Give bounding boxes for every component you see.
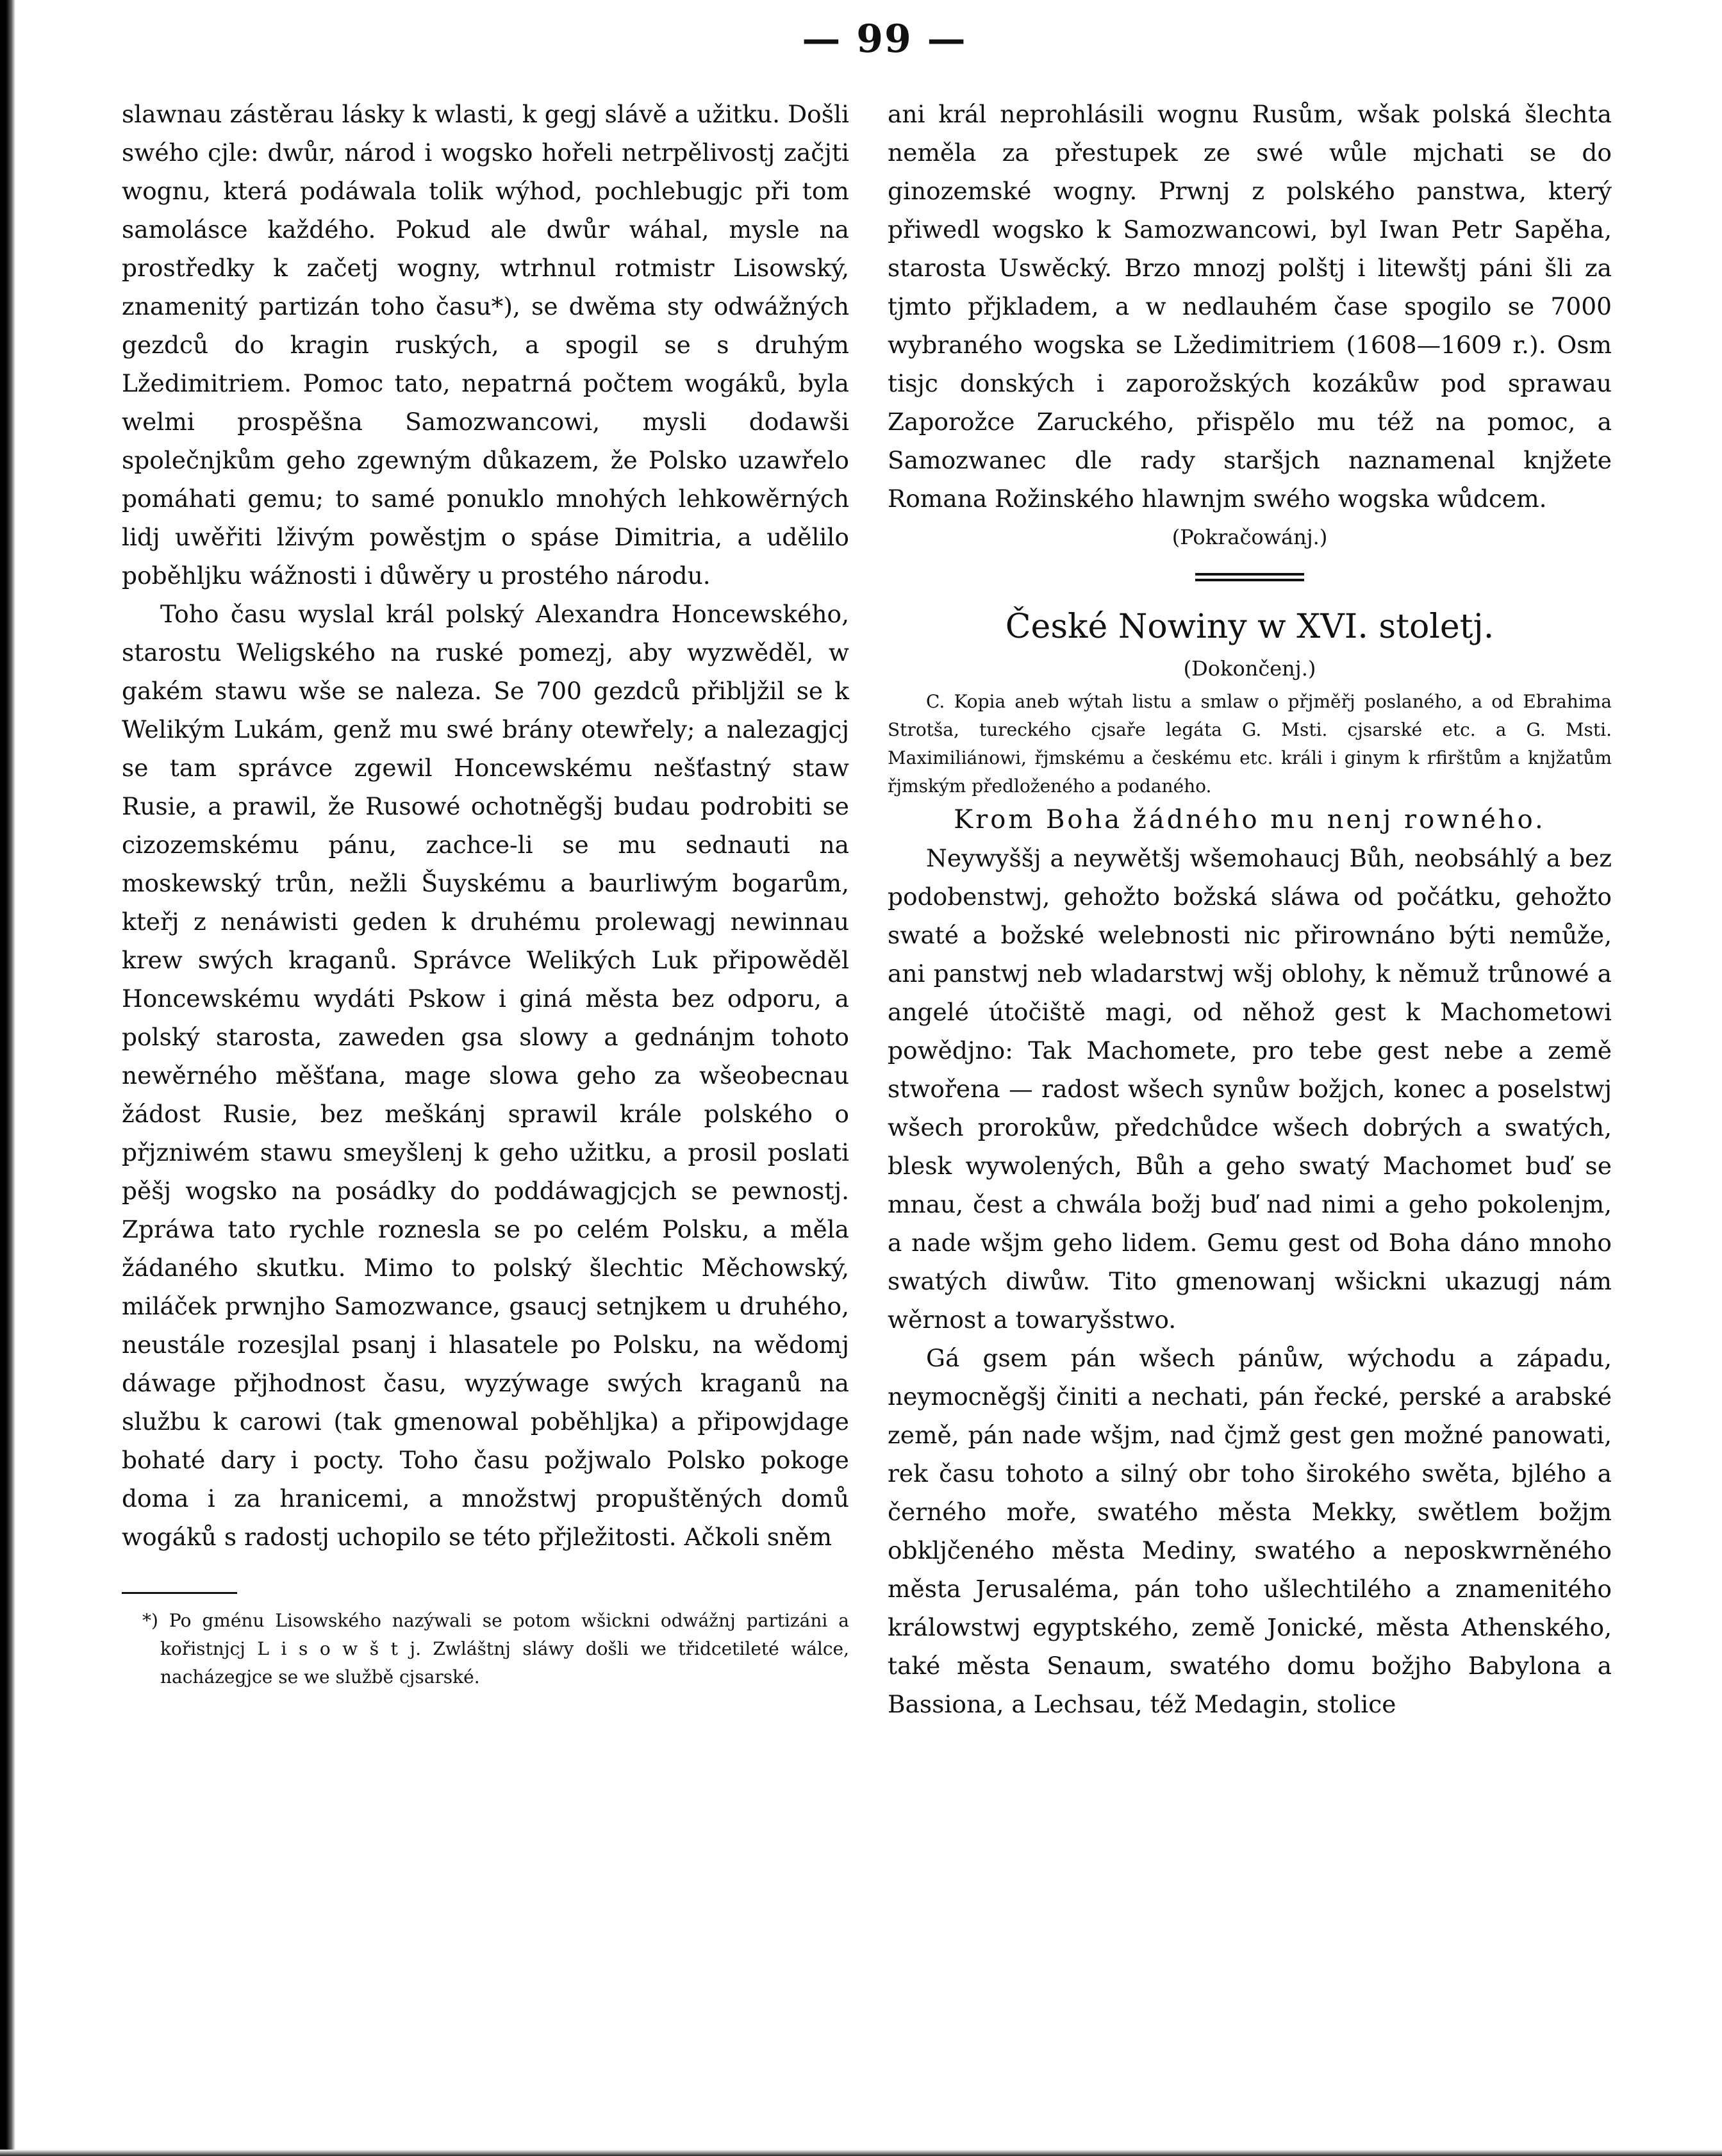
right-paragraph-2: Gá gsem pán wšech pánůw, wýchodu a západu, neymocněgšj činiti a nechati, pán řecké, perské a arabské země, pán nade wšjm, nad čjmž gest gen možné panowati, rek času tohoto a silný obr toho širokého swěta, bjlého a černého moře, swatého města Mekky, swětlem božjm obkljčeného města Mediny, swatého a neposkwrněného města Jerusaléma, pán toho ušlechtilého a znamenitého králowstwj egyptského, země Jonické, města Athenského, také města Senaum, swatého domu božjho Babylona a Bassiona, a Lechsau, též Medagin, stolice <box>888 1344 1612 1718</box>
section-note: (Dokončenj.) <box>1183 656 1316 681</box>
right-column <box>888 95 1612 1723</box>
scan-edge-left <box>0 0 15 2156</box>
right-paragraph-1: Neywyššj a neywětšj wšemohaucj Bůh, neobsáhlý a bez podobenstwj, gehožto božská sláwa od počátku, gehožto swaté a božské welebnosti nic přirownáno býti nemůže, ani panstwj neb wladarstwj wšj oblohy, k němuž trůnowé a angelé útočiště magi, od něhož gest k Machometowi powědjno: Tak Machomete, pro tebe gest nebe a země stwořena — radost wšech synůw božjch, konec a poselstwj wšech prorokůw, předchůdce wšech dobrých a swatých, blesk wywolených, Bůh a geho swatý Machomet buď se mnau, čest a chwála božj buď nad nimi a geho pokolenjm, a nade wšjm geho lidem. Gemu gest od Boha dáno mnoho swatých diwůw. Tito gmenowanj wšickni ukazugj nám wěrnost a towaryšstwo. <box>888 844 1612 1334</box>
continued-note: (Pokračowánj.) <box>1171 525 1328 549</box>
letter-intro: C. Kopia aneb wýtah listu a smlaw o přjměřj poslaného, a od Ebrahima Strotša, tureckého cjsaře legáta G. Msti. cjsarské etc. a G. Msti. Maximiliánowi, řjmskému a českému etc. králi i ginym k rfirštům a knjžatům řjmským předloženého a podaného. <box>888 691 1612 797</box>
scan-edge-bottom <box>0 2150 1722 2156</box>
left-paragraph-1: slawnau zástěrau lásky k wlasti, k gegj slávě a užitku. Došli swého cjle: dwůr, národ i wogsko hořeli netrpělivostj začjti wognu, která podáwala tolik wýhod, pochlebugjc při tom samolásce každého. Pokud ale dwůr wáhal, mysle na prostředky k začetj wogny, wtrhnul rotmistr Lisowský, znamenitý partizán toho času*), se dwěma sty odwážných gezdců do kragin ruských, a spogil se s druhým Lžedimitriem. Pomoc tato, nepatrná počtem wogáků, byla welmi prospěšna Samozwancowi, mysli dodawši společnjkům geho zgewným důkazem, že Polsko uzawřelo pomáhati gemu; to samé ponuklo mnohých lehkowěrných lidj uwěřiti lživým powěstjm o spáse Dimitria, a udělilo poběhljku wážnosti i důwěry u prostého národu. <box>122 100 849 590</box>
section-divider <box>1195 573 1304 581</box>
footnote-rule <box>122 1592 237 1594</box>
page-number: — 99 — <box>802 17 967 62</box>
left-column <box>122 95 849 1691</box>
right-paragraph-intro: ani král neprohlásili wognu Rusům, wšak polská šlechta neměla za přestupek ze swé wůle mjchati se do ginozemské wogny. Prwnj z polského panstwa, který přiwedl wogsko k Samozwancowi, byl Iwan Petr Sapěha, starosta Uswěcký. Brzo mnozj polštj i litewštj páni šli za tjmto přjkladem, a w nedlauhém čase spogilo se 7000 wybraného wogska se Lžedimitriem (1608—1609 r.). Osm tisjc donských i zaporožských kozákůw pod sprawau Zaporožce Zaruckého, přispělo mu též na pomoc, a Samozwanec dle rady staršjch naznamenal knjžete Romana Rožinského hlawnjm swého wogska wůdcem. <box>888 100 1612 513</box>
section-title: České Nowiny w XVI. stoletj. <box>1005 608 1494 646</box>
footnote: *) Po gménu Lisowského nazýwali se potom wšickni odwážnj partizáni a kořistnjcj L i s o w š t j. Zwláštnj sláwy došli we třidcetileté wálce, nacházegjce se we službě cjsarské. <box>142 1610 849 1687</box>
left-paragraph-2: Toho času wyslal král polský Alexandra Honcewského, starostu Weligského na ruské pomezj, aby wyzwěděl, w gakém stawu wše se naleza. Se 700 gezdců přibljžil se k Welikým Lukám, genž mu swé brány otewřely; a nalezagjcj se tam správce zgewil Honcewskému nešťastný staw Rusie, a prawil, že Rusowé ochotněgšj budau podrobiti se cizozemskému pánu, zachce-li se mu sednauti na moskewský trůn, nežli Šuyskému a baurliwým bogarům, kteřj z nenáwisti geden k druhému prolewagj newinnau krew swých kraganů. Správce Welikých Luk připowěděl Honcewskému wydáti Pskow i giná města bez odporu, a polský starosta, zaweden gsa slowy a gednánjm tohoto newěrného měšťana, mage slowa geho za wšeobecnau žádost Rusie, bez meškánj sprawil krále polského o přjzniwém stawu smeyšlenj k geho užitku, a prosil poslati pěšj wogsko na posádky do poddáwagjcjch se pewnostj. Zpráwa tato rychle roznesla se po celém Polsku, a měla žádaného skutku. Mimo to polský šlechtic Měchowský, miláček prwnjho Samozwance, gsaucj setnjkem u druhého, neustále rozesjlal psanj i hlasatele po Polsku, na wědomj dáwage přjhodnost času, wyzýwage swých kraganů na službu k carowi (tak gmenowal poběhljka) a připowjdage bohaté dary i pocty. Toho času požjwalo Polsko pokoge doma i za hranicemi, a množstwj propuštěných domů wogáků s radostj uchopilo se této přjležitosti. Ačkoli sněm <box>122 600 849 1551</box>
page-header <box>763 17 1006 62</box>
motto: Krom Boha žádného mu nenj rowného. <box>954 805 1546 834</box>
